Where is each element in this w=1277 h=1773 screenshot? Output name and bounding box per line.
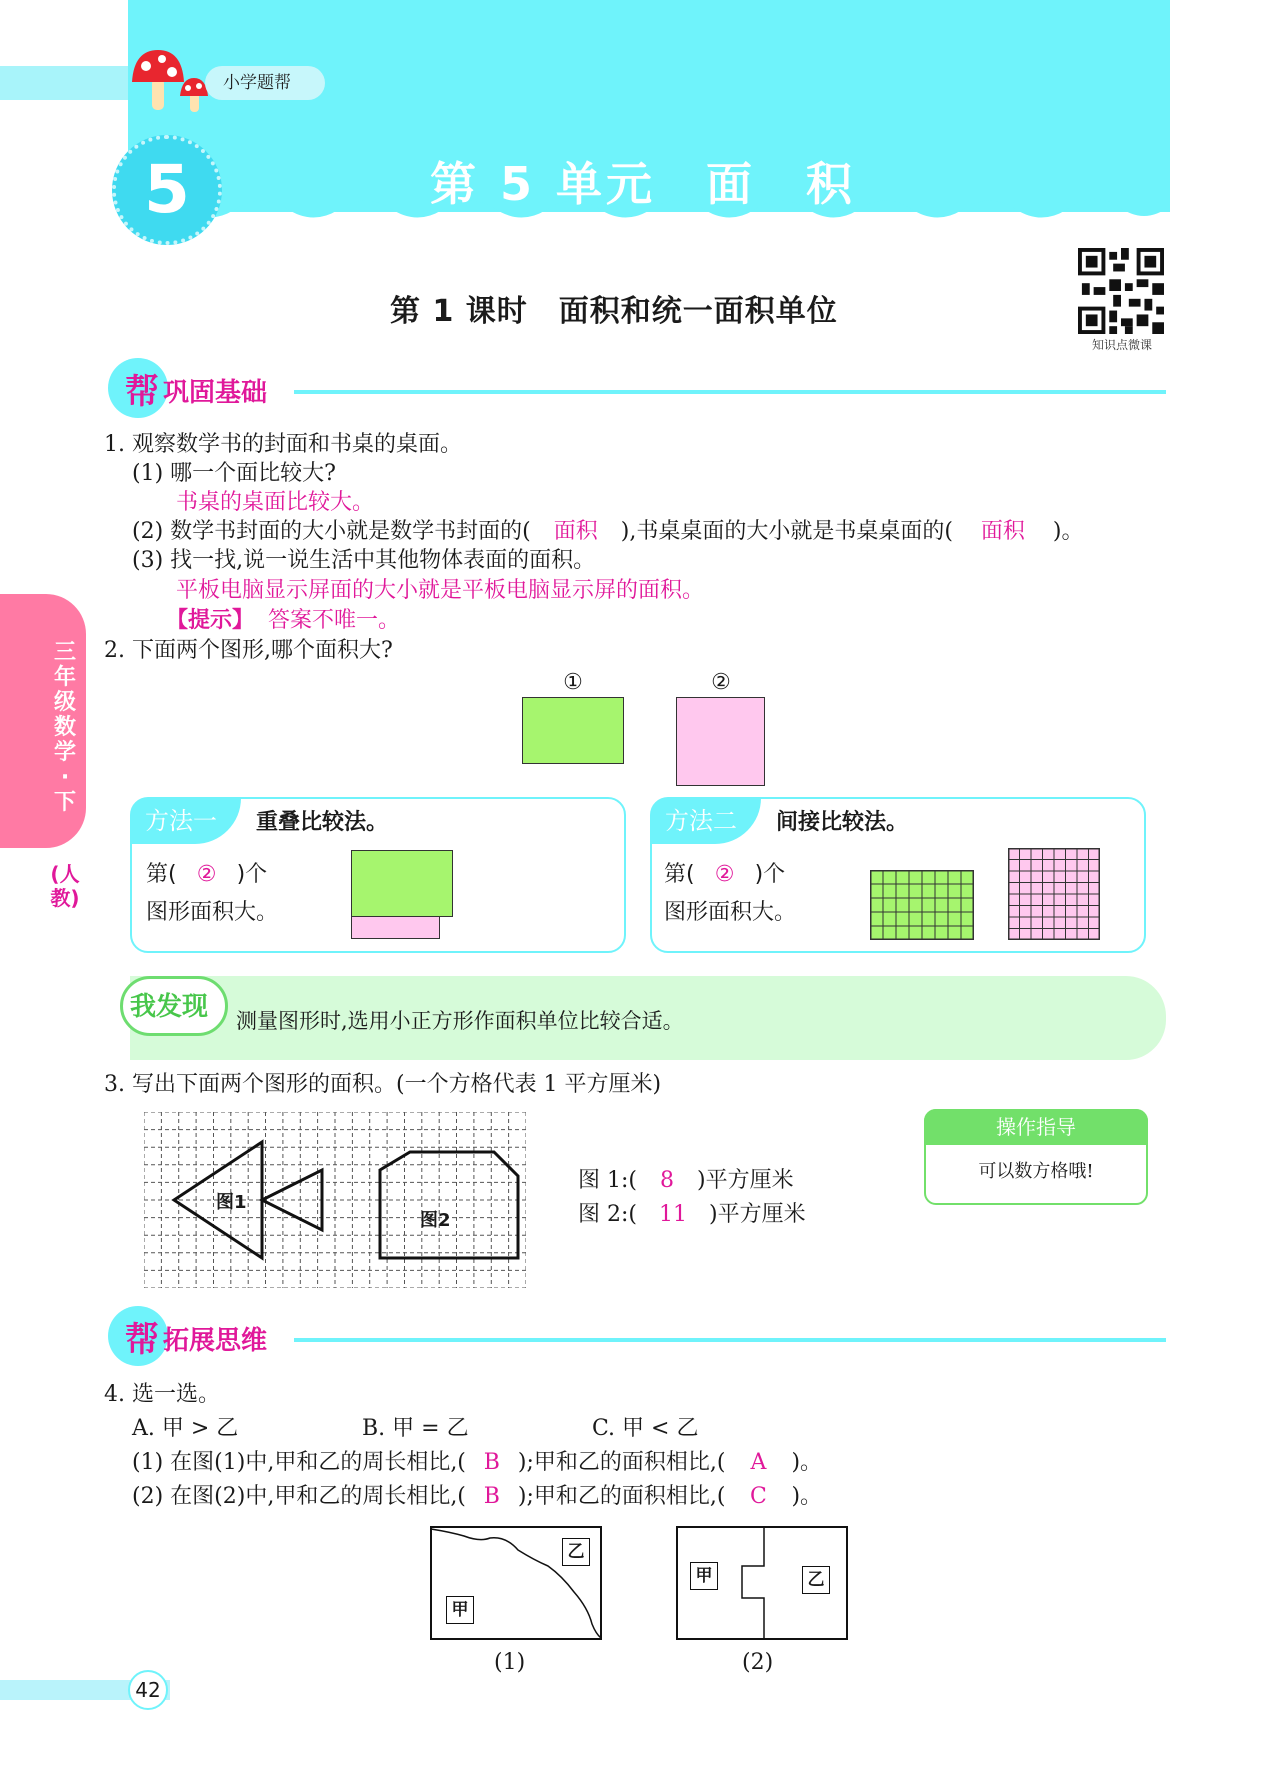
grid-figure [144,1112,526,1288]
q4-option-c: C. 甲 < 乙 [592,1416,699,1441]
q4-part2: (2) 在图(2)中,甲和乙的周长相比,( B );甲和乙的面积相比,( C )。 [132,1482,822,1512]
q4-figure1-caption: (1) [494,1650,526,1675]
q4-stem: 4. 选一选。 [104,1382,220,1407]
method1-tag: 方法一 [131,798,241,844]
green-grid [870,870,974,940]
unit-number: 5 [144,151,190,228]
fig2-label: 图2 [420,1210,451,1231]
q1-part2: (2) 数学书封面的大小就是数学书封面的( 面积 ),书桌桌面的大小就是书桌桌面的( 面积 )。 [132,517,1084,547]
grade-label: 三年级数学·下 [53,640,76,815]
lesson-title: 第 1 课时 面积和统一面积单位 [390,294,838,329]
method1-title: 重叠比较法。 [256,810,389,835]
edition-label: (人教) [50,862,80,910]
q1-hint: 【提示】 答案不唯一。 [166,608,401,633]
q3-answer1: 图 1:( 8 )平方厘米 [578,1166,794,1196]
qr-caption: 知识点微课 [1091,338,1152,352]
q3-answer1-value: 8 [660,1168,674,1193]
q3-answer2-value: 11 [659,1202,687,1227]
overlap-rectangle [351,850,453,917]
method1-answer-line: 第( ② )个 [146,860,267,890]
shape1-rectangle [522,697,624,764]
unit-title: 第 5 单元 面 积 [430,157,857,211]
section-bang: 帮 [125,372,159,412]
q1-part1-answer: 书桌的桌面比较大。 [176,490,375,515]
method1-answer: ② [196,862,217,887]
q1-part3-answer: 平板电脑显示屏面的大小就是平板电脑显示屏的面积。 [176,578,705,603]
discovery-label: 我发现 [130,992,209,1022]
q1-part1: (1) 哪一个面比较大? [132,461,336,486]
discovery-text: 测量图形时,选用小正方形作面积单位比较合适。 [236,1009,684,1033]
fig1-jia-label: 甲 [446,1596,474,1624]
q1-blank1: 面积 [553,519,598,544]
fig2-jia-label: 甲 [690,1562,718,1590]
q3-answer2: 图 2:( 11 )平方厘米 [578,1200,806,1230]
shape2-label: ② [711,670,731,695]
qr-code-icon[interactable] [1077,248,1165,334]
method2-answer-line2: 图形面积大。 [664,900,797,925]
method1-answer-line2: 图形面积大。 [146,900,279,925]
fig1-label: 图1 [216,1192,247,1213]
fig2-yi-label: 乙 [802,1566,830,1594]
method2-tag: 方法二 [651,798,761,844]
q1-part3: (3) 找一找,说一说生活中其他物体表面的面积。 [132,548,596,573]
pink-grid [1008,848,1100,940]
q4-figure2-caption: (2) [742,1650,774,1675]
section-title: 拓展思维 [163,1326,268,1356]
q3-stem: 3. 写出下面两个图形的面积。(一个方格代表 1 平方厘米) [104,1072,662,1097]
shape2-square [676,697,765,786]
section-divider [294,390,1166,394]
page-number: 42 [128,1670,168,1710]
q1-stem: 1. 观察数学书的封面和书桌的桌面。 [104,432,462,457]
mushroom-icon [128,46,214,116]
operation-guide-title: 操作指导 [924,1109,1148,1145]
method2-answer: ② [714,862,735,887]
q4-part1-answer2: A [750,1450,767,1475]
q4-part1-answer1: B [483,1450,500,1475]
q4-part2-answer1: B [483,1484,500,1509]
fig1-yi-label: 乙 [562,1538,590,1566]
shape1-label: ① [563,670,583,695]
q2-stem: 2. 下面两个图形,哪个面积大? [104,638,393,663]
method2-answer-line: 第( ② )个 [664,860,785,890]
q1-blank2: 面积 [980,519,1025,544]
q4-part2-answer2: C [750,1484,767,1509]
section-bang: 帮 [125,1320,159,1360]
brand-label: 小学题帮 [205,66,325,100]
method2-title: 间接比较法。 [776,810,909,835]
operation-guide-text: 可以数方格哦! [978,1161,1094,1182]
q4-part1: (1) 在图(1)中,甲和乙的周长相比,( B );甲和乙的面积相比,( A )。 [132,1448,822,1478]
section-divider [294,1338,1166,1342]
section-title: 巩固基础 [163,378,268,408]
q4-option-a: A. 甲 > 乙 [132,1416,239,1441]
q4-option-b: B. 甲 = 乙 [362,1416,469,1441]
